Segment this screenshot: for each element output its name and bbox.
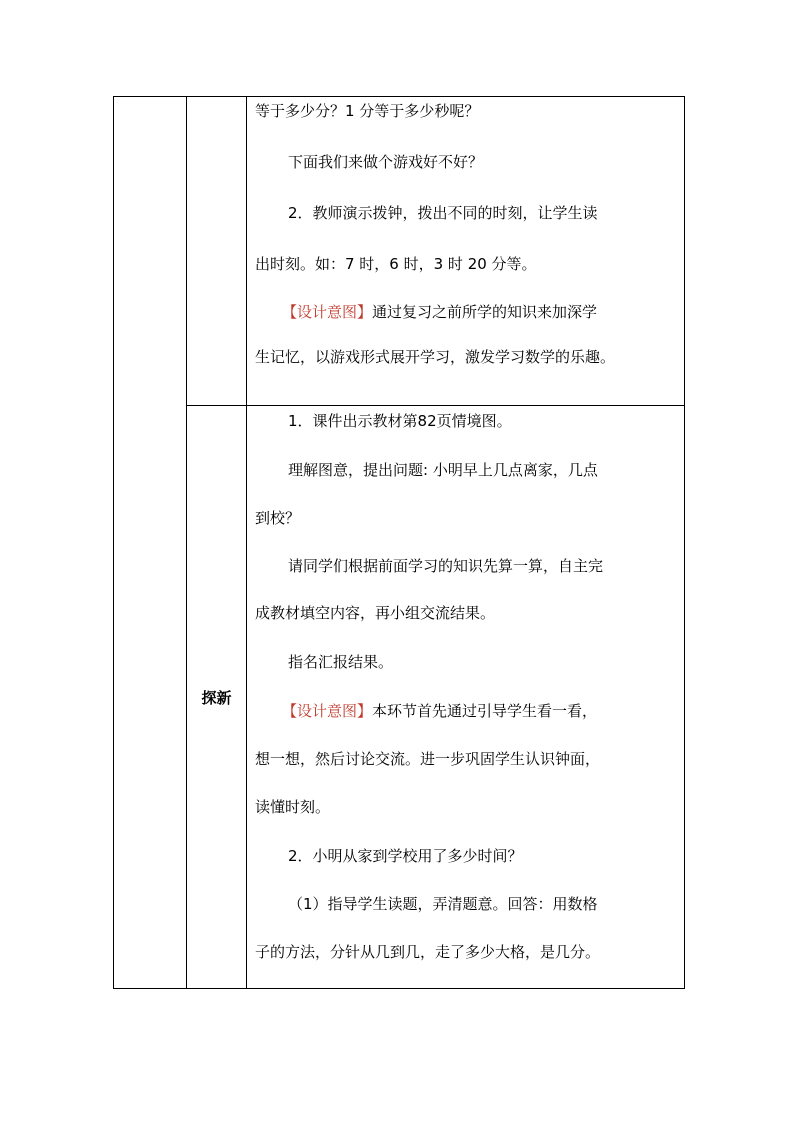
row1-line-4: 出时刻。如：7 时，6 时，3 时 20 分等。 <box>255 255 537 273</box>
row1-line-2: 下面我们来做个游戏好不好？ <box>288 153 484 171</box>
row1-line-1: 等于多少分？1 分等于多少秒呢？ <box>255 102 480 120</box>
row2-line-3: 到校？ <box>255 509 301 527</box>
row2-line-9: 子的方法，分针从几到几，走了多少大格，是几分。 <box>255 943 601 961</box>
row2-line-6: 指名汇报结果。 <box>288 653 394 671</box>
row2-intent-line-2: 想一想，然后讨论交流。进一步巩固学生认识钟面， <box>255 750 601 768</box>
table-border-left <box>113 96 114 989</box>
row1-intent-line-2: 生记忆，以游戏形式展开学习，激发学习数学的乐趣。 <box>255 348 616 366</box>
row2-line-4: 请同学们根据前面学习的知识先算一算，自主完 <box>288 557 604 575</box>
row2-line-8: （1）指导学生读题，弄清题意。回答：用数格 <box>288 895 598 913</box>
table-border-right <box>684 96 685 989</box>
table-row-divider <box>186 405 685 406</box>
row1-line-3: 2．教师演示拨钟，拨出不同的时刻，让学生读 <box>288 204 598 222</box>
row2-line-1: 1．课件出示教材第82页情境图。 <box>288 412 512 430</box>
section-label-explore: 探新 <box>201 689 232 707</box>
row1-intent-line-1 <box>255 302 680 322</box>
row2-intent-line-3: 读懂时刻。 <box>255 798 331 816</box>
table-border-bottom <box>113 988 685 989</box>
row2-line-5: 成教材填空内容，再小组交流结果。 <box>255 604 496 622</box>
design-intent-tag: 【设计意图】 <box>282 702 373 720</box>
row2-line-2: 理解图意，提出问题: 小明早上几点离家，几点 <box>288 461 598 479</box>
design-intent-tag: 【设计意图】 <box>282 303 373 321</box>
row2-intent-text: 本环节首先通过引导学生看一看， <box>372 702 598 720</box>
table-border-col1 <box>186 96 187 989</box>
row2-intent-line-1 <box>255 701 680 721</box>
row2-line-7: 2．小明从家到学校用了多少时间？ <box>288 847 523 865</box>
table-border-col2 <box>246 96 247 989</box>
table-border-top <box>113 96 685 97</box>
row1-intent-text: 通过复习之前所学的知识来加深学 <box>372 303 598 321</box>
